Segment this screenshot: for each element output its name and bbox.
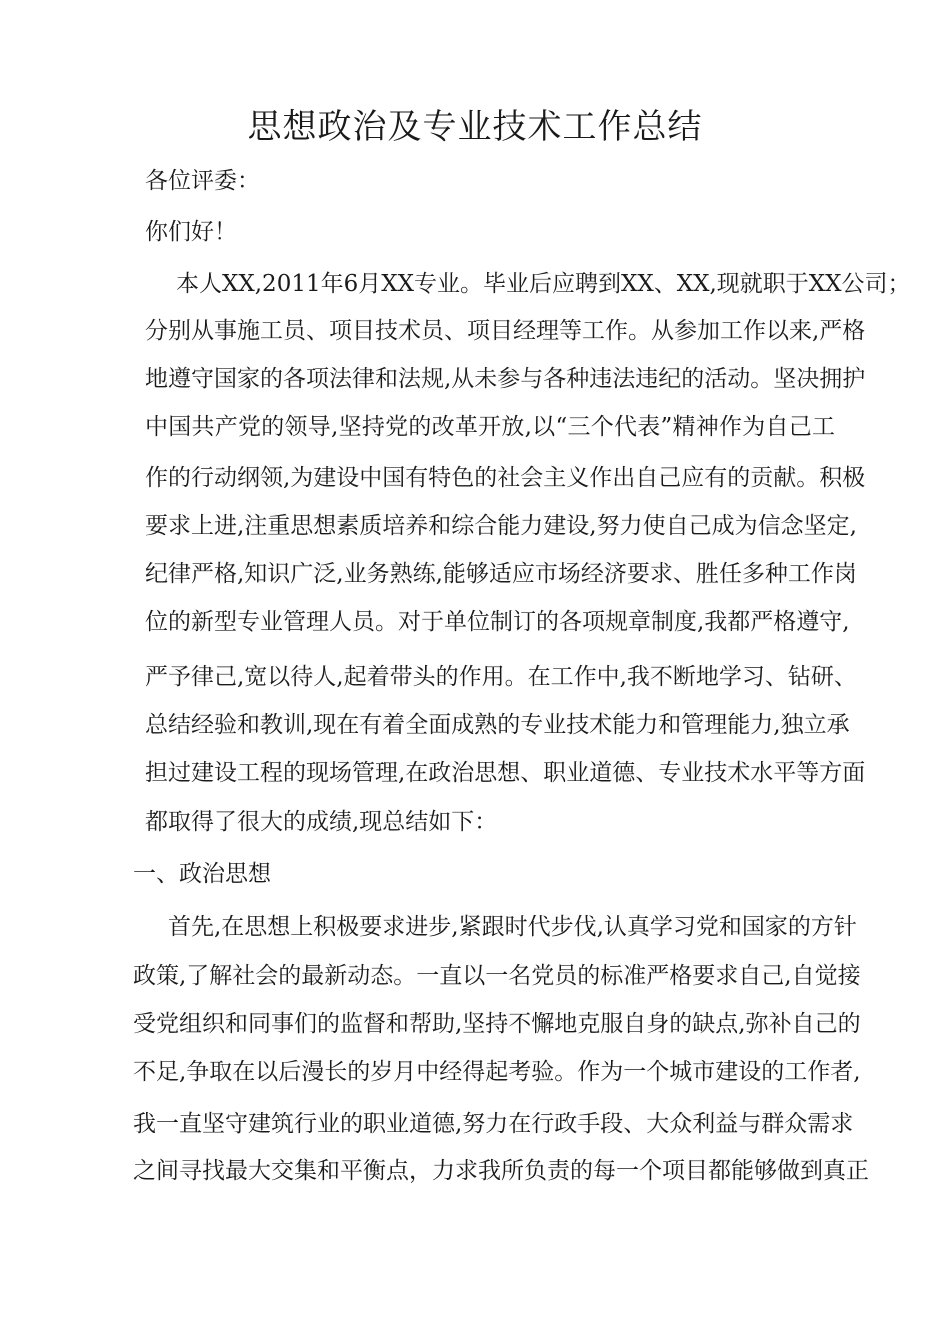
intro-paragraph-line: 纪律严格,知识广泛,业务熟练,能够适应市场经济要求、胜任多种工作岗 xyxy=(145,561,857,587)
intro-paragraph-line: 严予律己,宽以待人,起着带头的作用。在工作中,我不断地学习、钻研、 xyxy=(145,664,857,690)
intro-paragraph-line: 位的新型专业管理人员。对于单位制订的各项规章制度,我都严格遵守, xyxy=(145,609,850,635)
intro-paragraph-line: 本人XX,2011年6月XX专业。毕业后应聘到XX、XX,现就职于XX公司； xyxy=(176,271,911,297)
section-paragraph-line: 之间寻找最大交集和平衡点，力求我所负责的每一个项目都能够做到真正 xyxy=(133,1158,869,1184)
section-heading: 一、政治思想 xyxy=(133,861,271,887)
section-paragraph-line: 不足,争取在以后漫长的岁月中经得起考验。作为一个城市建设的工作者, xyxy=(133,1059,861,1085)
greeting-line: 你们好！ xyxy=(145,219,237,245)
section-paragraph-line: 受党组织和同事们的监督和帮助,坚持不懈地克服自身的缺点,弥补自己的 xyxy=(133,1011,861,1037)
document-title: 思想政治及专业技术工作总结 xyxy=(247,107,703,147)
intro-paragraph-line: 作的行动纲领,为建设中国有特色的社会主义作出自己应有的贡献。积极 xyxy=(145,465,866,491)
section-paragraph-line: 首先,在思想上积极要求进步,紧跟时代步伐,认真学习党和国家的方针 xyxy=(168,914,857,940)
intro-paragraph-line: 地遵守国家的各项法律和法规,从未参与各种违法违纪的活动。坚决拥护 xyxy=(145,366,866,392)
intro-paragraph-line: 要求上进,注重思想素质培养和综合能力建设,努力使自己成为信念坚定, xyxy=(145,513,857,539)
intro-paragraph-line: 担过建设工程的现场管理,在政治思想、职业道德、专业技术水平等方面 xyxy=(145,760,866,786)
intro-paragraph-line: 总结经验和教训,现在有着全面成熟的专业技术能力和管理能力,独立承 xyxy=(145,712,850,738)
intro-paragraph-line: 中国共产党的领导,坚持党的改革开放,以“三个代表”精神作为自己工 xyxy=(145,414,835,440)
intro-paragraph-line: 分别从事施工员、项目技术员、项目经理等工作。从参加工作以来,严格 xyxy=(145,318,866,344)
section-paragraph-line: 政策,了解社会的最新动态。一直以一名党员的标准严格要求自己,自觉接 xyxy=(133,963,861,989)
section-paragraph-line: 我一直坚守建筑行业的职业道德,努力在行政手段、大众利益与群众需求 xyxy=(133,1111,854,1137)
intro-paragraph-line: 都取得了很大的成绩,现总结如下： xyxy=(145,809,498,835)
salutation-line: 各位评委： xyxy=(145,168,260,194)
